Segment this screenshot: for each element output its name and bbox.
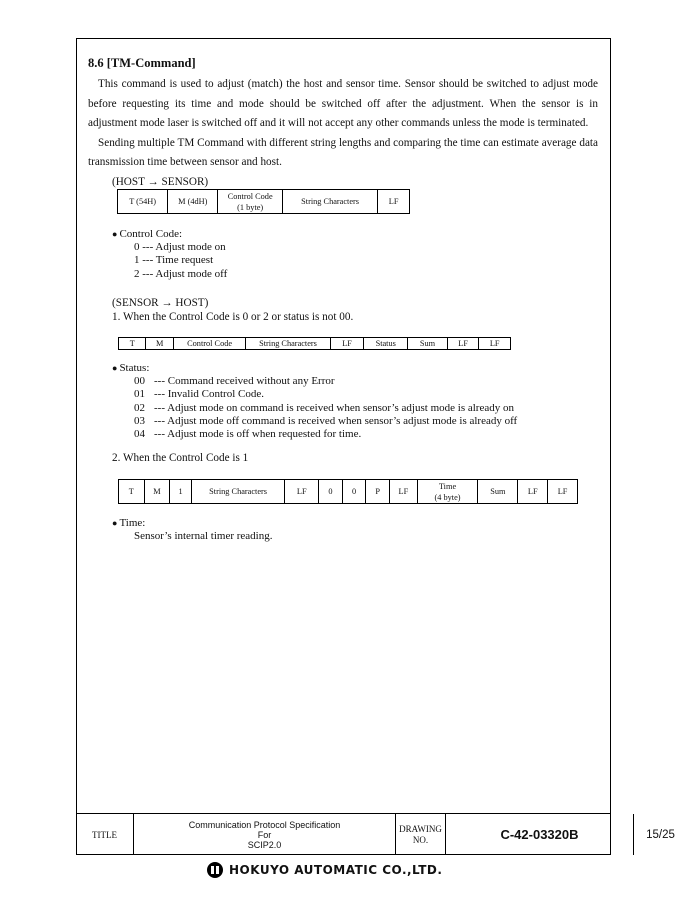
cell-string-characters: String Characters [191,480,284,504]
status-row [112,428,517,441]
intro-paragraph: This command is used to adjust (match) the host and sensor time. Sensor should be switched to adjust mode before requesting its time and mode should be switched off after the adjustment. When the sensor is in adjustment mode laser is switched off and it will not accept any other commands unless the mode is terminated. [88,78,598,129]
company-brand [207,862,442,878]
case1-label: 1. When the Control Code is 0 or 2 or status is not 00. [112,311,354,323]
status-desc: --- Adjust mode on command is received when sensor’s adjust mode is already on [154,401,514,414]
title-line: SCIP2.0 [247,839,282,850]
status-block [112,362,517,441]
title-line: Communication Protocol Specification [188,819,341,830]
cell-string-characters: String Characters [282,190,377,214]
case2-table [118,479,578,504]
drawing-number: C-42-03320B [446,814,634,855]
sensor-to-host-label: (SENSOR → HOST) [112,297,209,309]
cell-p: P [366,480,390,504]
time-desc: Sensor’s internal timer reading. [134,530,273,543]
cell-control-code: Control Code (1 byte) [218,190,283,214]
title-block [76,813,675,855]
control-code-item: 1 --- Time request [134,254,214,267]
cell-m: M (4dH) [168,190,218,214]
cell-t: T (54H) [118,190,168,214]
cell-lf: LF [518,480,548,504]
case1-table [118,337,511,350]
host-to-sensor-label: (HOST → SENSOR) [112,176,209,188]
company-name: HOKUYO AUTOMATIC CO.,LTD. [229,863,443,877]
time-title: ● Time: [112,517,272,530]
host-to-sensor-table [117,189,410,214]
status-code: 04 [134,428,145,441]
status-desc: --- Invalid Control Code. [154,388,264,401]
cell-lf: LF [447,338,479,350]
cell-m: M [146,338,173,350]
cell-t: T [119,338,146,350]
cell-time: Time (4 byte) [417,480,478,504]
control-code-item: 2 --- Adjust mode off [134,267,228,280]
title-line: For [257,829,272,840]
cell-lf: LF [390,480,418,504]
cell-status: Status [364,338,408,350]
drawing-label [396,814,446,855]
hokuyo-logo-icon [207,862,223,878]
cell-0: 0 [319,480,343,504]
cell-m: M [144,480,170,504]
control-code-block [112,228,227,281]
status-desc: --- Adjust mode off command is received when sensor’s adjust mode is already off [154,414,518,427]
time-block [112,517,272,543]
cell-lf: LF [548,480,578,504]
status-code: 03 [134,414,145,427]
status-code: 00 [134,375,145,388]
section-content [88,56,598,173]
status-desc: --- Command received without any Error [154,375,335,388]
status-row [112,388,517,401]
control-code-item: 0 --- Adjust mode on [134,241,226,254]
cell-string-characters: String Characters [246,338,331,350]
cell-sum: Sum [408,338,448,350]
page-number: 15/25 [646,828,675,841]
status-title: ● Status: [112,362,517,375]
cell-t: T [119,480,145,504]
title-text [134,814,396,855]
status-row [112,415,517,428]
cell-lf: LF [330,338,364,350]
cell-1: 1 [170,480,192,504]
drawing-label-line: NO. [412,834,429,845]
cell-lf: LF [285,480,319,504]
status-row [112,375,517,388]
status-desc: --- Adjust mode is off when requested for time. [154,428,362,441]
case2-label: 2. When the Control Code is 1 [112,452,249,464]
title-label: TITLE [76,814,134,855]
section-heading: 8.6 [TM-Command] [88,56,196,70]
cell-0: 0 [342,480,366,504]
cell-control-code: Control Code [173,338,245,350]
status-code: 01 [134,388,145,401]
timing-paragraph: Sending multiple TM Command with different string lengths and comparing the time can estimate average data transmission time between sensor and host. [88,136,598,168]
cell-lf: LF [378,190,410,214]
status-code: 02 [134,401,145,414]
cell-lf: LF [479,338,511,350]
control-code-title: ● Control Code: [112,228,227,241]
status-row [112,402,517,415]
cell-sum: Sum [478,480,518,504]
drawing-label-line: DRAWING [399,823,442,834]
